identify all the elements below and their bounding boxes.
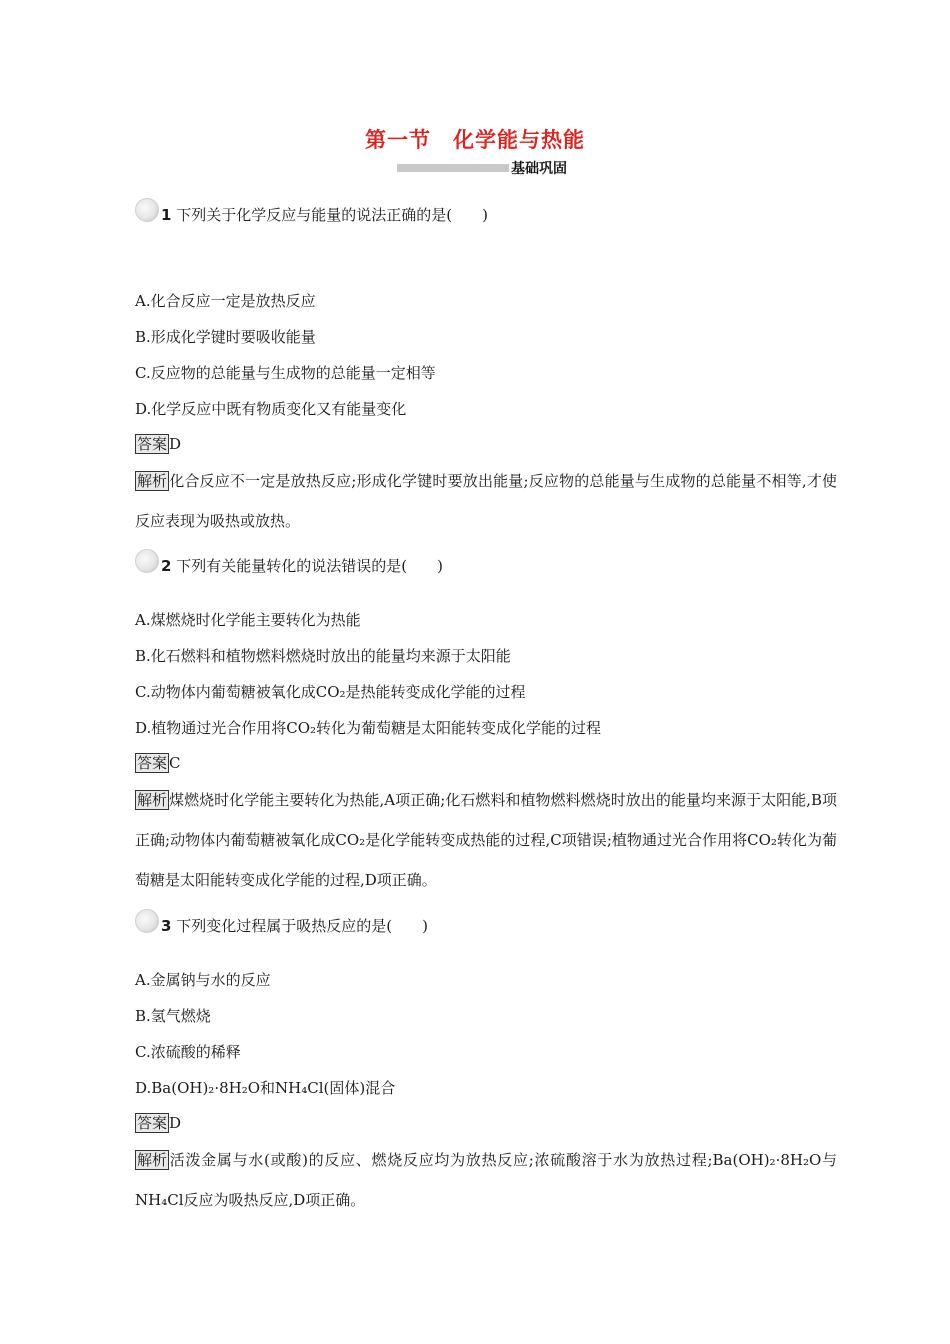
question-stem: 下列变化过程属于吸热反应的是( ): [176, 917, 428, 935]
option-d: D.植物通过光合作用将CO₂转化为葡萄糖是太阳能转变成化学能的过程: [135, 719, 602, 737]
answer-tag: 答案: [137, 754, 168, 772]
option-c: C.浓硫酸的稀释: [135, 1043, 241, 1061]
question-number: 2: [161, 557, 172, 575]
question-bullet-icon: [135, 549, 159, 573]
answer-value: D: [169, 1114, 182, 1132]
option-b: B.化石燃料和植物燃料燃烧时放出的能量均来源于太阳能: [135, 647, 511, 665]
page-title: 第一节 化学能与热能: [365, 128, 585, 152]
analysis-paragraph: [135, 780, 837, 900]
question-bullet-icon: [135, 198, 159, 222]
option-c: C.动物体内葡萄糖被氧化成CO₂是热能转变成化学能的过程: [135, 683, 526, 701]
answer-value: C: [169, 754, 181, 772]
answer-tag: 答案: [137, 435, 168, 453]
option-a: A.金属钠与水的反应: [135, 971, 271, 989]
analysis-text: 活泼金属与水(或酸)的反应、燃烧反应均为放热反应;浓硫酸溶于水为放热过程;Ba(OH)₂·8H₂O与NH₄Cl反应为吸热反应,D项正确。: [135, 1151, 837, 1209]
analysis-paragraph: [135, 1140, 837, 1220]
section-label: 基础巩固: [511, 161, 567, 177]
section-bar: [397, 164, 509, 172]
answer-tag: 答案: [137, 1114, 168, 1132]
analysis-tag: 解析: [137, 472, 168, 490]
option-a: A.化合反应一定是放热反应: [135, 292, 316, 310]
question-number: 3: [161, 917, 172, 935]
analysis-tag: 解析: [137, 1151, 168, 1169]
question-number: 1: [161, 206, 172, 224]
question-stem: 下列关于化学反应与能量的说法正确的是( ): [176, 206, 488, 224]
answer-line: [135, 434, 181, 454]
analysis-paragraph: [135, 461, 837, 541]
question-bullet-icon: [135, 909, 159, 933]
analysis-text: 煤燃烧时化学能主要转化为热能,A项正确;化石燃料和植物燃料燃烧时放出的能量均来源于太阳能,B项正确;动物体内葡萄糖被氧化成CO₂是化学能转变成热能的过程,C项错误;植物通过光合作用将CO₂转化为葡萄糖是太阳能转变成化学能的过程,D项正确。: [135, 791, 837, 889]
question-stem: 下列有关能量转化的说法错误的是( ): [176, 557, 443, 575]
option-c: C.反应物的总能量与生成物的总能量一定相等: [135, 364, 436, 382]
option-d: D.化学反应中既有物质变化又有能量变化: [135, 400, 407, 418]
option-b: B.氢气燃烧: [135, 1007, 211, 1025]
answer-line: [135, 753, 181, 773]
option-a: A.煤燃烧时化学能主要转化为热能: [135, 611, 361, 629]
analysis-text: 化合反应不一定是放热反应;形成化学键时要放出能量;反应物的总能量与生成物的总能量不相等,才使反应表现为吸热或放热。: [135, 472, 837, 530]
option-d: D.Ba(OH)₂·8H₂O和NH₄Cl(固体)混合: [135, 1079, 396, 1097]
analysis-tag: 解析: [137, 791, 168, 809]
answer-line: [135, 1113, 181, 1133]
option-b: B.形成化学键时要吸收能量: [135, 328, 316, 346]
answer-value: D: [169, 435, 182, 453]
